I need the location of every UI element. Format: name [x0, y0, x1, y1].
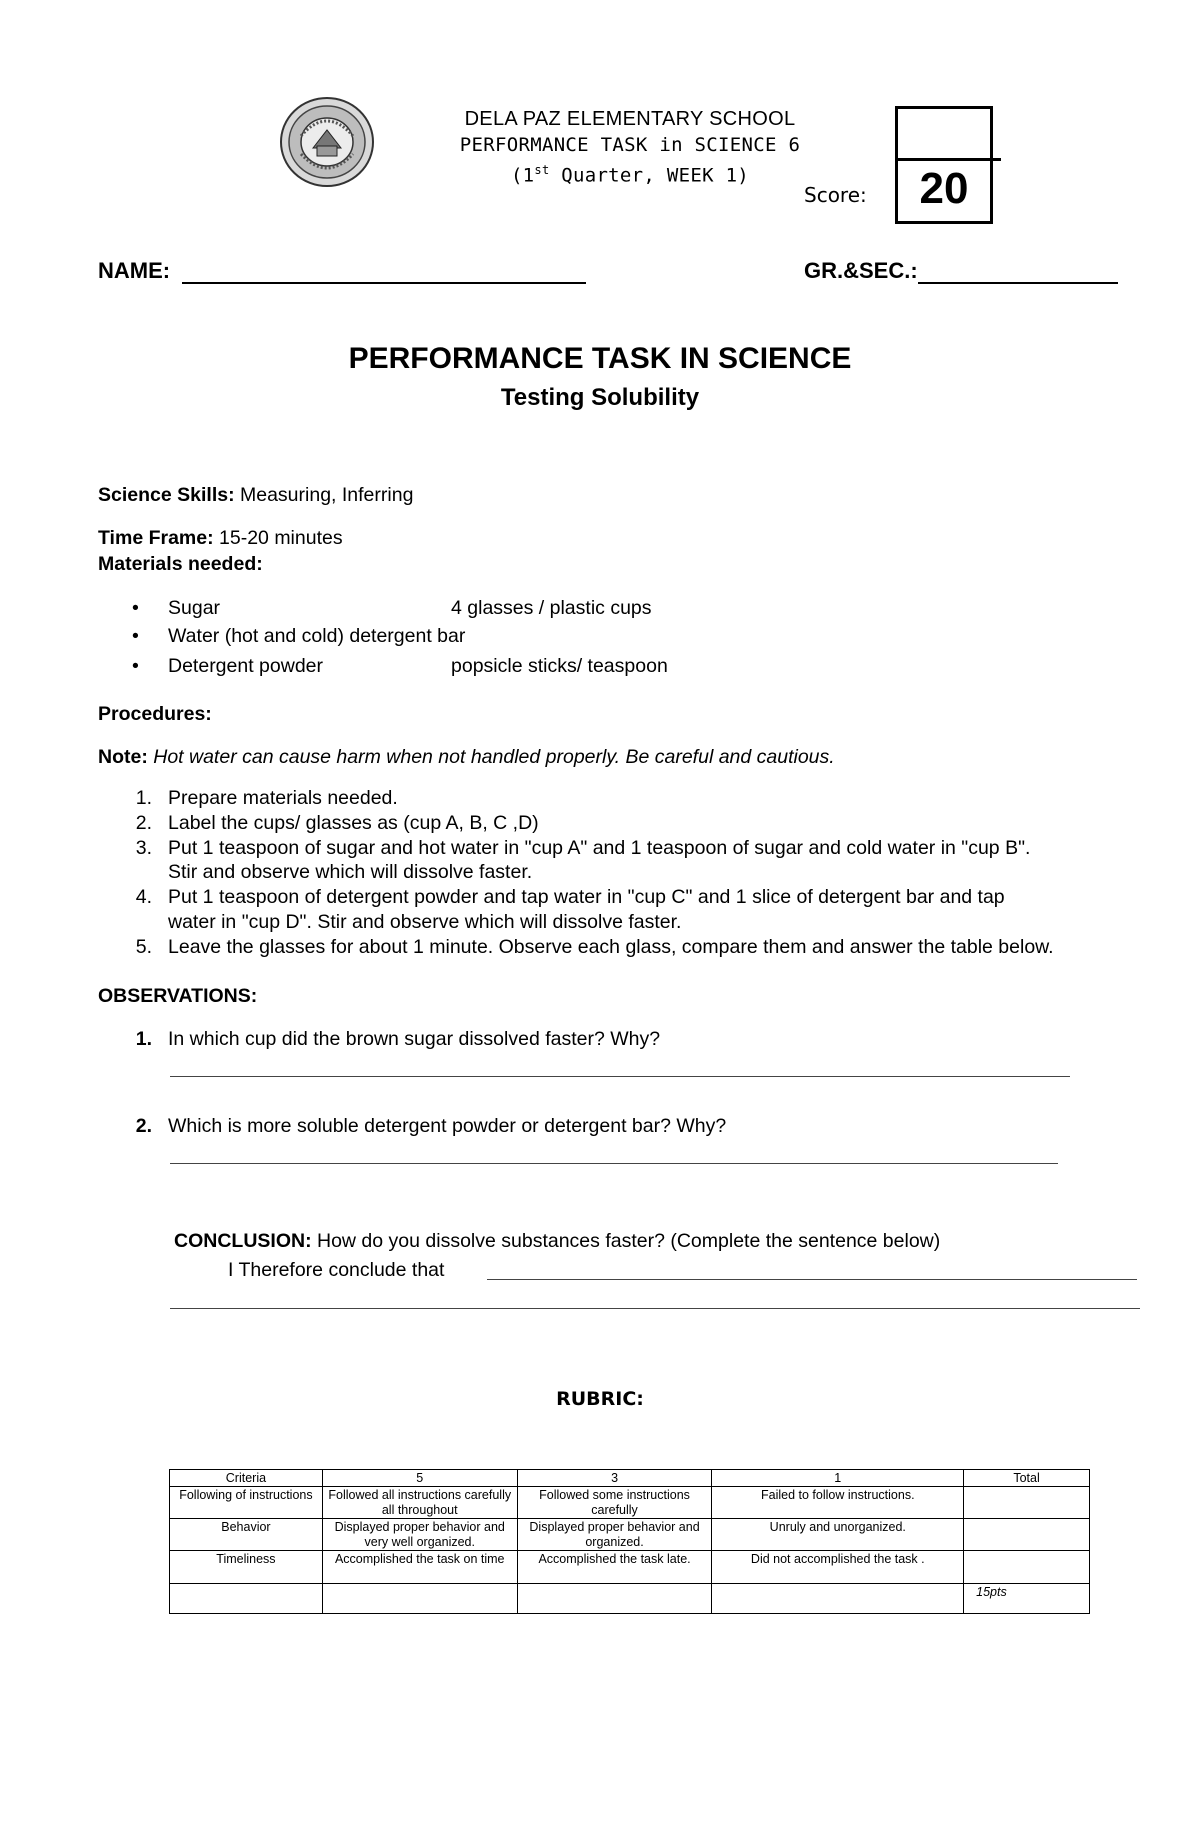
rubric-cell: Followed all instructions carefully all throughout [322, 1487, 517, 1519]
step-number: 1. [135, 787, 152, 809]
step-text: water in "cup D". Stir and observe which will dissolve faster. [168, 911, 682, 933]
question-number: 1. [135, 1028, 152, 1050]
material-item: Sugar [168, 597, 221, 619]
rubric-header-cell: 5 [322, 1470, 517, 1487]
school-name: DELA PAZ ELEMENTARY SCHOOL [464, 108, 796, 130]
name-blank[interactable] [182, 262, 586, 284]
bullet-icon: • [132, 597, 139, 619]
rubric-cell: Failed to follow instructions. [712, 1487, 964, 1519]
rubric-cell [712, 1584, 964, 1614]
step-text: Put 1 teaspoon of sugar and hot water in "cup A" and 1 teaspoon of sugar and cold water in "cup B". [168, 837, 1031, 859]
step-text: Prepare materials needed. [168, 787, 398, 809]
score-label: Score: [804, 183, 867, 207]
rubric-cell: Did not accomplished the task . [712, 1551, 964, 1584]
conclusion-line-2[interactable] [170, 1308, 1140, 1309]
rubric-total-points: 15pts [964, 1584, 1090, 1614]
rubric-cell: Displayed proper behavior and organized. [517, 1519, 712, 1551]
school-logo [279, 96, 375, 188]
step-number: 3. [135, 837, 152, 859]
rubric-label: RUBRIC: [556, 1388, 644, 1410]
rubric-cell: Following of instructions [170, 1487, 323, 1519]
score-value: 20 [919, 164, 969, 213]
rubric-total-row [170, 1584, 1090, 1614]
rubric-row [170, 1551, 1090, 1584]
rubric-cell: Accomplished the task late. [517, 1551, 712, 1584]
main-title: PERFORMANCE TASK IN SCIENCE [348, 342, 852, 375]
rubric-header-cell: Criteria [170, 1470, 323, 1487]
question-number: 2. [135, 1115, 152, 1137]
rubric-cell: Displayed proper behavior and very well organized. [322, 1519, 517, 1551]
answer-line-1[interactable] [170, 1076, 1070, 1077]
bullet-icon: • [132, 655, 139, 677]
grsec-label: GR.&SEC.: [804, 258, 918, 283]
rubric-header-cell: 1 [712, 1470, 964, 1487]
step-number: 2. [135, 812, 152, 834]
sub-title: Testing Solubility [500, 384, 700, 411]
rubric-cell: Accomplished the task on time [322, 1551, 517, 1584]
score-divider [895, 158, 1001, 161]
procedures-label: Procedures: [98, 703, 212, 725]
conclusion: CONCLUSION: How do you dissolve substances faster? (Complete the sentence below) [174, 1230, 941, 1252]
material-item: popsicle sticks/ teaspoon [451, 655, 668, 677]
rubric-cell [322, 1584, 517, 1614]
rubric-cell[interactable] [964, 1519, 1090, 1551]
step-number: 5. [135, 936, 152, 958]
material-item: Water (hot and cold) detergent bar [168, 625, 466, 647]
conclusion-line-1[interactable] [487, 1279, 1137, 1280]
rubric-header-cell: Total [964, 1470, 1090, 1487]
bullet-icon: • [132, 625, 139, 647]
rubric-cell: Unruly and unorganized. [712, 1519, 964, 1551]
rubric-cell: Followed some instructions carefully [517, 1487, 712, 1519]
material-item: 4 glasses / plastic cups [451, 597, 652, 619]
rubric-cell: Behavior [170, 1519, 323, 1551]
observations-label: OBSERVATIONS: [98, 985, 258, 1007]
name-label: NAME: [98, 258, 171, 283]
question-text: In which cup did the brown sugar dissolved faster? Why? [168, 1028, 661, 1050]
rubric-row [170, 1519, 1090, 1551]
materials-label: Materials needed: [98, 553, 263, 575]
task-title: PERFORMANCE TASK in SCIENCE 6 [459, 134, 801, 156]
grsec-line [804, 258, 1118, 284]
name-line [98, 258, 586, 284]
safety-note: Note: Hot water can cause harm when not handled properly. Be careful and cautious. [98, 746, 835, 768]
question-text: Which is more soluble detergent powder or detergent bar? Why? [168, 1115, 727, 1137]
quarter-line: (1st Quarter, WEEK 1) [510, 163, 750, 187]
material-item: Detergent powder [168, 655, 324, 677]
rubric-cell [517, 1584, 712, 1614]
step-text: Put 1 teaspoon of detergent powder and tap water in "cup C" and 1 slice of detergent bar and tap [168, 886, 1005, 908]
rubric-header-row [170, 1470, 1090, 1487]
step-text: Leave the glasses for about 1 minute. Observe each glass, compare them and answer the table below. [168, 936, 1054, 958]
science-skills: Science Skills: Measuring, Inferring [98, 484, 414, 506]
rubric-row [170, 1487, 1090, 1519]
rubric-table [169, 1469, 1090, 1614]
rubric-header-cell: 3 [517, 1470, 712, 1487]
grsec-blank[interactable] [918, 262, 1118, 284]
conclusion-prompt: I Therefore conclude that [228, 1259, 445, 1281]
answer-line-2[interactable] [170, 1163, 1058, 1164]
rubric-cell: Timeliness [170, 1551, 323, 1584]
step-number: 4. [135, 886, 152, 908]
step-text: Stir and observe which will dissolve faster. [168, 861, 533, 883]
time-frame: Time Frame: 15-20 minutes [98, 527, 343, 549]
step-text: Label the cups/ glasses as (cup A, B, C ,D) [168, 812, 539, 834]
rubric-cell[interactable] [964, 1551, 1090, 1584]
rubric-cell[interactable] [964, 1487, 1090, 1519]
rubric-cell [170, 1584, 323, 1614]
